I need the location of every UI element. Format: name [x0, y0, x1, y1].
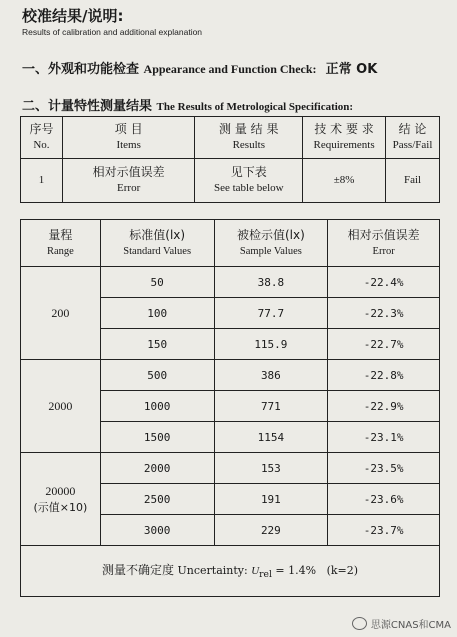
summary-data-row — [21, 159, 440, 203]
error-cell: -23.5% — [328, 453, 440, 484]
error-cell: -23.6% — [328, 484, 440, 515]
summary-header-row — [21, 117, 440, 159]
range-value: 2000 — [48, 398, 73, 413]
sample-value-cell: 386 — [214, 360, 328, 391]
standard-value-cell: 50 — [100, 267, 214, 298]
section-appearance-check — [22, 58, 377, 77]
sample-value-cell: 153 — [214, 453, 328, 484]
standard-value-cell: 3000 — [100, 515, 214, 546]
results-title: 校准结果/说明: — [22, 7, 124, 25]
header-error: 相对示值误差 Error — [328, 220, 440, 267]
results-subtitle: Results of calibration and additional explanation — [22, 27, 203, 37]
watermark — [352, 616, 451, 631]
uncertainty-k: (k=2) — [326, 564, 359, 578]
standard-value-cell: 2000 — [100, 453, 214, 484]
row-conclusion: Fail — [386, 159, 440, 203]
standard-value-cell: 1000 — [100, 391, 214, 422]
table-row — [21, 360, 440, 391]
header-requirements: 技 术 要 求 Requirements — [303, 117, 386, 159]
sample-value-cell: 1154 — [214, 422, 328, 453]
section2-en: The Results of Metrological Specification: — [156, 101, 354, 113]
sample-value-cell: 38.8 — [214, 267, 328, 298]
range-cell — [21, 360, 101, 453]
section1-cn: 一、外观和功能检查 — [22, 62, 140, 77]
table-row — [21, 453, 440, 484]
standard-value-cell: 150 — [100, 329, 214, 360]
uncertainty-cn: 测量不确定度 — [101, 563, 174, 578]
header-pass-fail: 结 论 Pass/Fail — [386, 117, 440, 159]
wechat-icon — [352, 617, 367, 630]
summary-table — [20, 116, 440, 203]
row-item: 相对示值误差 Error — [62, 159, 195, 203]
row-requirement: ±8% — [303, 159, 386, 203]
range-cell — [21, 267, 101, 360]
sample-value-cell: 771 — [214, 391, 328, 422]
error-cell: -23.7% — [328, 515, 440, 546]
row-no: 1 — [21, 159, 63, 203]
row-result: 见下表 See table below — [195, 159, 303, 203]
error-cell: -22.4% — [328, 267, 440, 298]
error-cell: -22.8% — [328, 360, 440, 391]
standard-value-cell: 1500 — [100, 422, 214, 453]
range-note: (示值×10) — [33, 500, 88, 514]
header-standard-values: 标准值(lx) Standard Values — [100, 220, 214, 267]
header-items: 项 目 Items — [62, 117, 195, 159]
detail-header-row — [21, 220, 440, 267]
uncertainty-value: = 1.4% — [275, 564, 317, 578]
range-cell — [21, 453, 101, 546]
uncertainty-symbol: U — [251, 565, 260, 578]
header-sample-values: 被检示值(lx) Sample Values — [214, 220, 328, 267]
section2-cn: 二、计量特性测量结果 — [22, 99, 153, 114]
header-no: 序号 No. — [21, 117, 63, 159]
error-cell: -23.1% — [328, 422, 440, 453]
sample-value-cell: 115.9 — [214, 329, 328, 360]
table-row — [21, 267, 440, 298]
sample-value-cell: 229 — [214, 515, 328, 546]
sample-value-cell: 191 — [214, 484, 328, 515]
uncertainty-row — [21, 546, 440, 597]
standard-value-cell: 100 — [100, 298, 214, 329]
detail-table — [20, 219, 440, 597]
error-cell: -22.3% — [328, 298, 440, 329]
section1-en: Appearance and Function Check: — [143, 62, 317, 76]
header-range: 量程 Range — [21, 220, 101, 267]
uncertainty-en: Uncertainty: — [177, 564, 248, 578]
error-cell: -22.9% — [328, 391, 440, 422]
uncertainty-subscript: rel — [259, 569, 272, 581]
section1-result: 正常 OK — [325, 62, 378, 77]
section-metrological — [22, 95, 353, 114]
header-results: 测 量 结 果 Results — [195, 117, 303, 159]
range-value: 200 — [51, 305, 70, 320]
range-value: 20000 — [45, 483, 76, 498]
sample-value-cell: 77.7 — [214, 298, 328, 329]
watermark-text: 思源CNAS和CMA — [370, 620, 451, 631]
standard-value-cell: 500 — [100, 360, 214, 391]
uncertainty-cell — [21, 546, 440, 597]
error-cell: -22.7% — [328, 329, 440, 360]
standard-value-cell: 2500 — [100, 484, 214, 515]
